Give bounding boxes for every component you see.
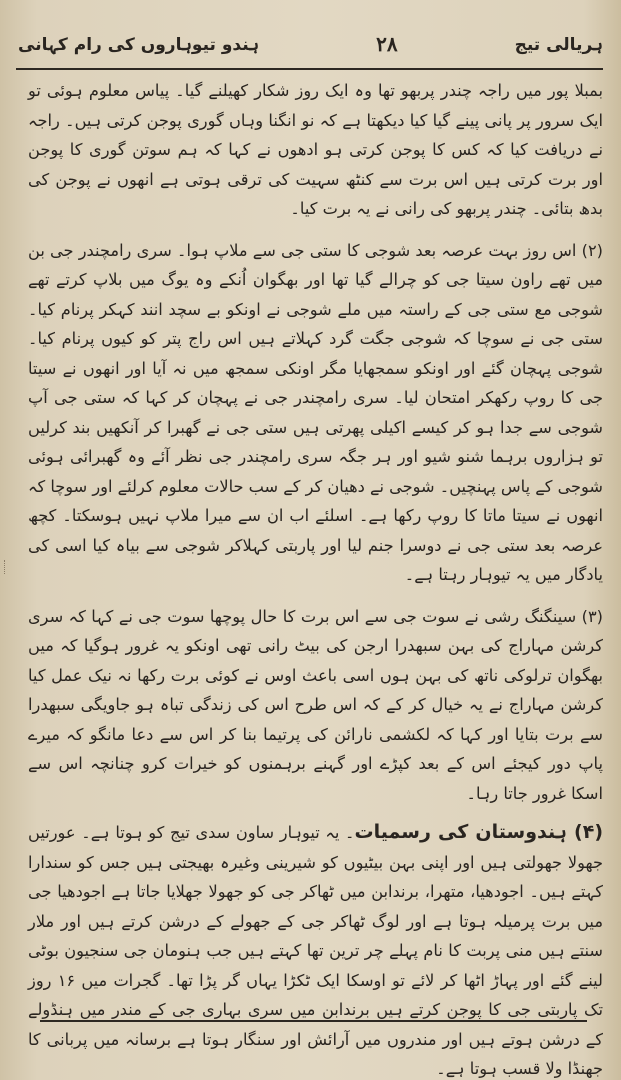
page-body	[28, 76, 603, 1078]
paragraph-4-text: ۔ یہ تیوہار ساون سدی تیج کو ہوتا ہے۔ عورتیں جھولا جھولتی ہیں اور اپنی بہن بیٹیوں کو شیرینی وغیرہ بھیجتی ہیں جس کو سندارا کہتے ہیں۔ اجودھیا، متھرا، برندابن میں ٹھاکر جی کو جھولا جھلایا جاتا ہے اجودھیا جی میں برت پرمیلہ ہوتا ہے اور لوگ ٹھاکر جی کے جھولے کے درشن کرتے ہیں اور ملار سنتے ہیں منی پربت کا نام پہلے چر ترین تھا کہتے ہیں جب ہنومان جی سنجیون بوٹی لینے گئے اور پہاڑ اٹھا کر لائے تو اوسکا ایک ٹکڑا یہاں گر پڑا تھا۔ گجرات میں ۱۶ روز تک پاربتی جی کا پوجن کرتے ہیں برندابن میں سری بہاری جی کے مندر میں ہنڈولے کے درشن ہوتے ہیں اور مندروں میں آرائش اور سنگار ہوتا ہے برسانہ میں پربانی کا جھنڈا ولا قسب ہوتا ہے۔	[28, 823, 603, 1078]
paragraph-3: (۳) سینگنگ رشی نے سوت جی سے اس برت کا حال پوچھا سوت جی نے کہا کہ سری کرشن مہاراج کی بہن سبھدرا ارجن کی بیٹ رانی تھی اونکو یہ غرور ہوگیا کہ میں بھگوان ترلوکی ناتھ کی بہن ہوں اسی باعث اوس نے کوئی برت رکھا نہ نیک عمل کیا کرشن مہاراج نے یہ خیال کر کے کہ اس طرح اس کی زندگی تباہ ہو جاویگی سبھدرا سے برت بتایا اور کہا کہ لکشمی نارائن کی پرتیما بنا کر اس سے دعا مانگو کہ میرے پاپ دور کیجئے اس کے بعد کپڑے اور گہنے برہمنوں کو خیرات کرو چنانچہ اس سے اسکا غرور جاتا رہا۔	[28, 606, 603, 803]
page-number: ۲۸	[376, 32, 398, 56]
binding-mark	[4, 560, 13, 574]
running-title-left: ہندو تیوہاروں کی رام کہانی	[18, 34, 260, 55]
section-heading: (۴) ہندوستان کی رسمیات	[354, 821, 603, 843]
running-title-right: ہریالی تیج	[514, 34, 603, 55]
paragraph-2: (۲) اس روز بہت عرصہ بعد شوجی کا ستی جی سے ملاپ ہوا۔ سری رامچندر جی بن میں تھے راون سیتا جی کو چرالے گیا تھا اور بھگوان اُنکے وہ یوگ میں بلاپ کرتے تھے شوجی مع ستی جی کے راستہ میں ملے شوجی نے اونکو بے سچد انند کہکر پرنام کیا۔ ستی جی نے سوچا کہ شوجی جگت گرد کہلاتے ہیں اس راج پتر کو کیوں پرنام کیا۔ شوجی پہچان گئے اور اونکو سمجھایا مگر اونکی سمجھ میں نہ آیا اور انھوں نے سیتا جی کا روپ رکھکر امتحان لیا۔ سری رامچندر جی نے پہچان کر کہا کہ ستی جی آپ شوجی سے جدا ہو کر کیسے اکیلی پھرتی ہیں ستی جی نے گھبرا کر آنکھیں بند کرلیں تو ہزاروں برہما شنو شیو اور ہر جگہ سری رامچندر جی نظر آئے وہ گھبرائی ہوئی شوجی کے پاس پہنچیں۔ شوجی نے دھیان کر کے سب حالات معلوم کرلئے اور سوچا کہ انھوں نے سیتا ماتا کا روپ رکھا ہے۔ اسلئے اب ان سے میرا ملاپ نہیں ہوسکتا۔ کچھ عرصہ بعد ستی جی نے دوسرا جنم لیا اور پاربتی کہلاکر شوجی سے بیاہ کیا اسی کی یادگار میں یہ تیوہار رہتا ہے۔	[28, 240, 603, 584]
paragraph-1: بمبلا پور میں راجہ چندر پربھو تھا وہ ایک روز شکار کھیلنے گیا۔ پیاس معلوم ہوئی تو ایک سرور پر پانی پینے گیا کیا دیکھتا ہے کہ نو انگنا وہاں گوری پوجن کرتی ہیں۔ راجہ نے دریافت کیا کہ کس کا پوجن کرتی ہو ادھوں نے کہا کہ ہم سوتن گوری کا پوجن اور برت کرتی ہیں اس برت سے کنٹھ سہیت کی ترقی ہوتی ہے انھوں نے پوجن کی بدھ بتائی۔ چندر پربھو کی رانی نے یہ برت کیا۔	[28, 81, 603, 218]
header-rule	[16, 68, 603, 70]
page-header	[18, 26, 603, 62]
paragraph-4	[28, 818, 603, 1080]
footer-rule	[40, 1020, 587, 1022]
